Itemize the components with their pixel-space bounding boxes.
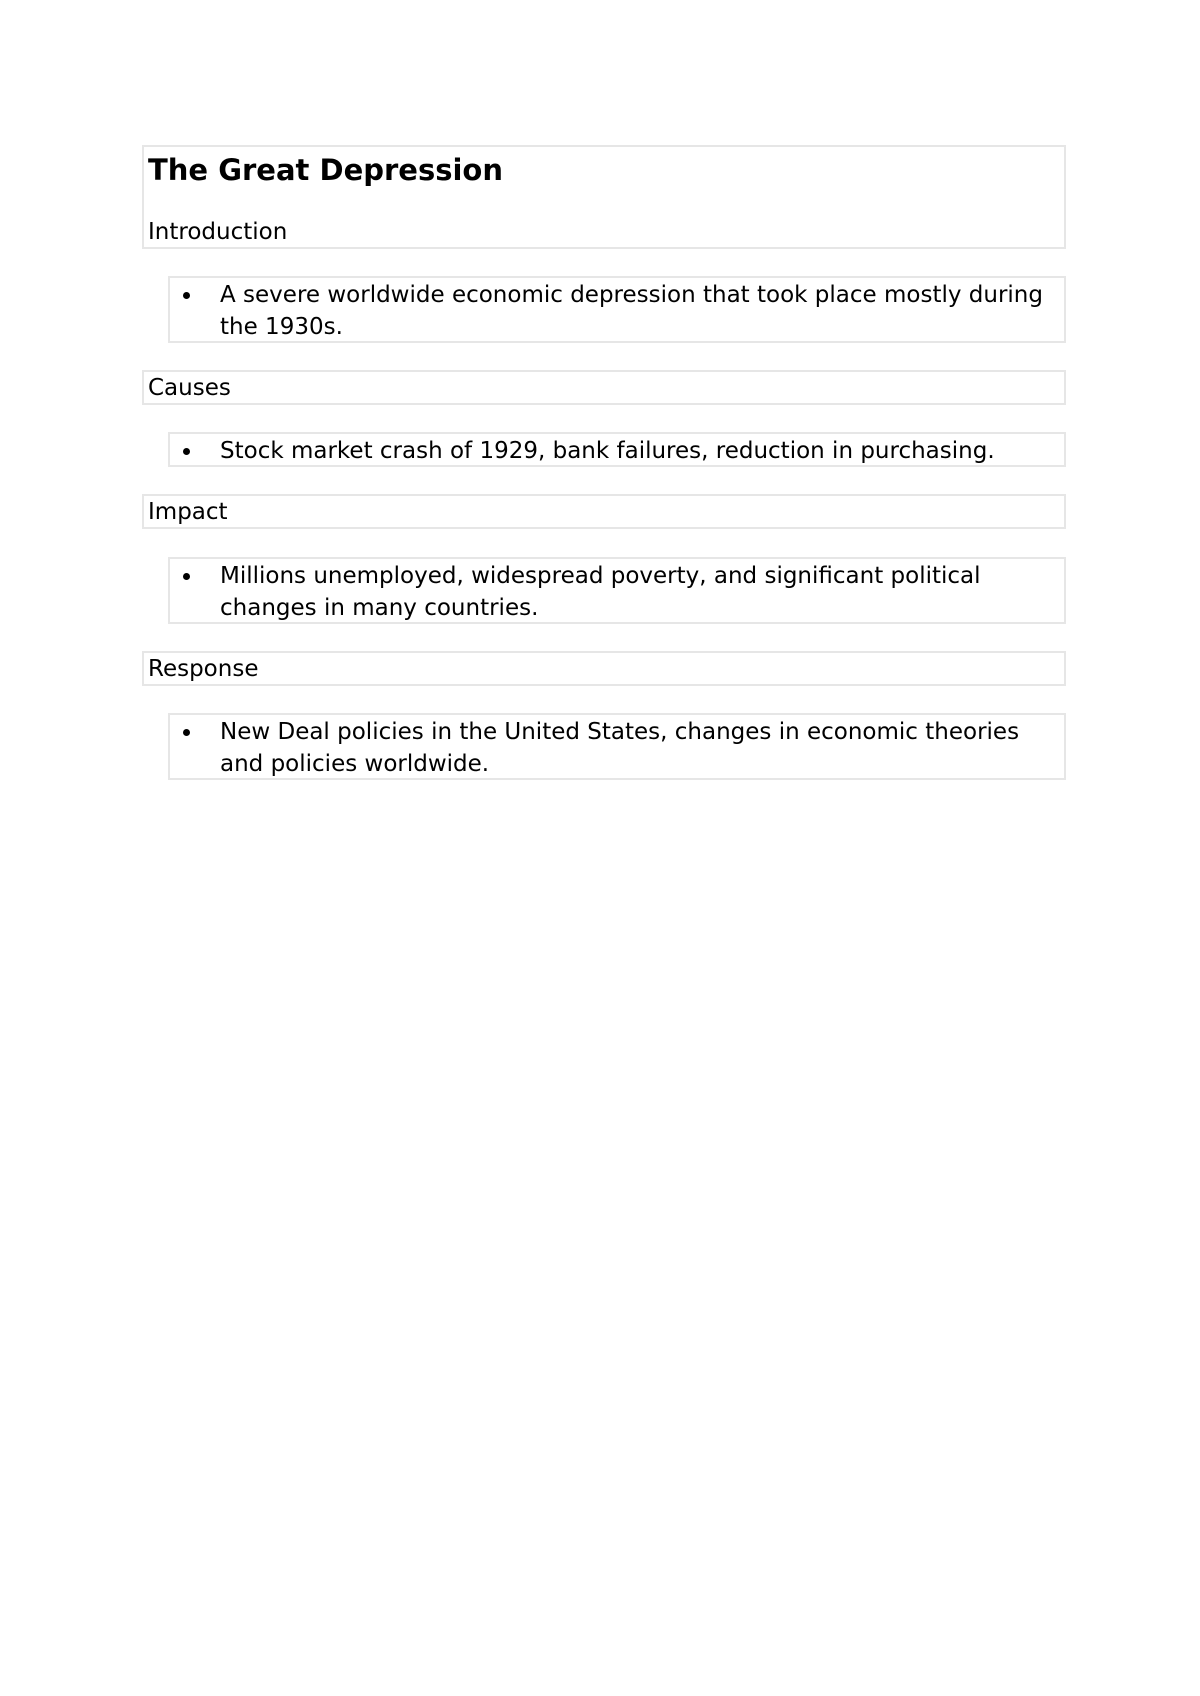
section-heading-response: Response <box>148 656 259 682</box>
response-item-text: New Deal policies in the United States, changes in economic theories and policies worldwide. <box>220 719 1020 777</box>
response-item-box <box>168 713 1066 780</box>
list-item <box>170 434 1064 465</box>
list-item <box>170 278 1064 341</box>
response-heading-box <box>142 651 1066 686</box>
impact-item-text: Millions unemployed, widespread poverty, and significant political changes in many countries. <box>220 563 981 621</box>
bullet-icon <box>183 292 190 299</box>
impact-item-box <box>168 557 1066 624</box>
bullet-icon <box>183 573 190 580</box>
introduction-item-box <box>168 276 1066 343</box>
title-section <box>142 145 1066 249</box>
causes-heading-box <box>142 370 1066 405</box>
bullet-icon <box>183 729 190 736</box>
section-heading-introduction: Introduction <box>148 219 288 245</box>
list-item <box>170 559 1064 622</box>
page-title: The Great Depression <box>148 153 503 187</box>
section-heading-causes: Causes <box>148 375 231 401</box>
list-item <box>170 715 1064 778</box>
bullet-icon <box>183 448 190 455</box>
impact-heading-box <box>142 494 1066 529</box>
causes-item-box <box>168 432 1066 467</box>
section-heading-impact: Impact <box>148 499 228 525</box>
causes-item-text: Stock market crash of 1929, bank failures, reduction in purchasing. <box>220 438 995 464</box>
introduction-item-text: A severe worldwide economic depression that took place mostly during the 1930s. <box>220 282 1043 340</box>
